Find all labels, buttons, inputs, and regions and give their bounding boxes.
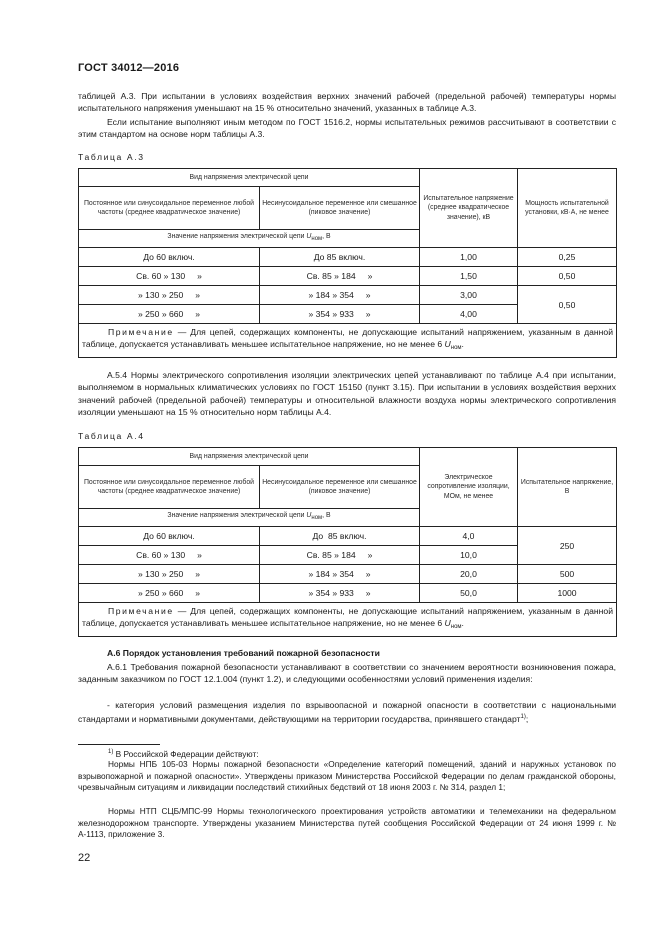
table-cell: » 184 » 354 » <box>260 286 420 305</box>
table-cell: До 85 включ. <box>260 248 420 267</box>
table-cell: 0,25 <box>518 248 617 267</box>
section-a6-paragraph-1: А.6.1 Требования пожарной безопасности устанавливают в соответствии со значением вероятности возникновения пожара, заданным заказчиком по ГОСТ 12.1.004 (пункт 1.2), и следующими особенностями условий применения изделия: <box>78 662 616 685</box>
table-cell: » 184 » 354 » <box>260 565 420 584</box>
table-cell: 0,50 <box>518 267 617 286</box>
table-cell: 4,0 <box>420 527 518 546</box>
table-a4-col2-header: Несинусоидальное переменное или смешанное (пиковое значение) <box>260 466 420 509</box>
table-cell: 10,0 <box>420 546 518 565</box>
table-cell: Св. 60 » 130 » <box>79 267 260 286</box>
paragraph-a5-4: А.5.4 Нормы электрического сопротивления изоляции электрических цепей устанавливают по таблице А.4 при испытании, выполняемом в нормальных климатических условиях по ГОСТ 15150 (пункт 3.15). При испытании в условиях воздействия верхних значений рабочей (предельной рабочей) температуры и относительной влажности воздуха нормы электрического сопротивления изоляции уменьшают на 15 % относительно норм таблицы А.4. <box>78 370 616 418</box>
table-cell: 4,00 <box>420 305 518 324</box>
table-cell: » 250 » 660 » <box>79 305 260 324</box>
table-cell-merged: 250 <box>518 527 617 565</box>
table-a4-note: Примечание — Для цепей, содержащих компоненты, не допускающие испытаний напряжением, указанным в данной таблице, допускается устанавливать меньшее испытательное напряжение, но не менее 6 $U_{ном}$. <box>79 603 617 637</box>
table-cell: 500 <box>518 565 617 584</box>
table-cell: » 130 » 250 » <box>79 286 260 305</box>
table-cell: Св. 85 » 184 » <box>260 267 420 286</box>
table-a3-col4-header: Мощность испытательной установки, кВ·А, не менее <box>518 169 617 248</box>
table-a3-col1-header: Постоянное или синусоидальное переменное любой частоты (среднее квадратическое значение) <box>79 187 260 230</box>
table-a3-col3-header: Испытательное напряжение (среднее квадратическое значение), кВ <box>420 169 518 248</box>
page-number: 22 <box>78 852 91 864</box>
footnote-paragraph-1: Нормы НПБ 105-03 Нормы пожарной безопасности «Определение категорий помещений, зданий и наружных установок по взрывопожарной и пожарной опасности». Утверждены приказом Министерства Российской Федерации по делам гражданской обороны, чрезвычайным ситуациям и ликвидации последствий стихийных бедствий от 18 июня 2003 г. № 314, раздел 1; <box>78 759 616 793</box>
table-a3-col2-header: Несинусоидальное переменное или смешанное (пиковое значение) <box>260 187 420 230</box>
table-a3-note: Примечание — Для цепей, содержащих компоненты, не допускающие испытаний напряжением, указанным в данной таблице, допускается устанавливать меньшее испытательное напряжение, но не менее 6 $U_{ном}$. <box>79 324 617 358</box>
table-cell: » 354 » 933 » <box>260 584 420 603</box>
table-a3-unom-header: Значение напряжения электрической цепи Uном, В <box>79 230 420 248</box>
table-cell: 1000 <box>518 584 617 603</box>
table-a3-head-group: Вид напряжения электрической цепи <box>79 169 420 187</box>
table-cell: » 130 » 250 » <box>79 565 260 584</box>
table-a4-head-group: Вид напряжения электрической цепи <box>79 448 420 466</box>
intro-paragraph-2: Если испытание выполняют иным методом по ГОСТ 1516.2, нормы испытательных режимов рассчитывают в соответствии с этим стандартом на основе норм таблицы А.3. <box>78 117 616 140</box>
document-header: ГОСТ 34012—2016 <box>78 62 180 74</box>
section-a6-paragraph-2: - категория условий размещения изделия по взрывоопасной и пожарной опасности в соответствии с национальными стандартами и нормативными документами, действующими на территории государства, принявшего стандарт$^{1)}$; <box>78 700 616 725</box>
table-a4-col4-header: Испытательное напряжение, В <box>518 448 617 527</box>
table-cell: До 85 включ. <box>260 527 420 546</box>
table-a3-caption: Таблица А.3 <box>78 152 145 162</box>
table-cell: До 60 включ. <box>79 527 260 546</box>
footnote-separator <box>78 744 160 745</box>
table-a3 <box>78 168 617 358</box>
table-cell: » 354 » 933 » <box>260 305 420 324</box>
table-cell: 20,0 <box>420 565 518 584</box>
footnote-intro: $^{1)}$ В Российской Федерации действуют: <box>108 748 259 759</box>
table-cell: 1,50 <box>420 267 518 286</box>
table-cell: До 60 включ. <box>79 248 260 267</box>
table-cell: » 250 » 660 » <box>79 584 260 603</box>
table-a4-col3-header: Электрическое сопротивление изоляции, МОм, не менее <box>420 448 518 527</box>
table-a4-caption: Таблица А.4 <box>78 431 145 441</box>
table-cell: 50,0 <box>420 584 518 603</box>
table-cell: Св. 60 » 130 » <box>79 546 260 565</box>
table-a4 <box>78 447 617 637</box>
table-cell: 3,00 <box>420 286 518 305</box>
section-a6-heading: А.6 Порядок установления требований пожарной безопасности <box>107 648 380 658</box>
table-cell: 1,00 <box>420 248 518 267</box>
footnote-paragraph-2: Нормы НТП СЦБ/МПС-99 Нормы технологического проектирования устройств автоматики и телемеханики на федеральном железнодорожном транспорте. Утверждены указанием Министерства путей сообщения Российской Федерации от 24 июня 1999 г. № А-1113, приложение 3. <box>78 806 616 840</box>
table-cell-merged: 0,50 <box>518 286 617 324</box>
table-a4-unom-header: Значение напряжения электрической цепи Uном, В <box>79 509 420 527</box>
intro-paragraph-1: таблицей А.3. При испытании в условиях воздействия верхних значений рабочей (предельной рабочей) температуры нормы испытательного напряжения уменьшают на 15 % относительно значений, указанных в таблице А.3. <box>78 91 616 114</box>
table-a4-col1-header: Постоянное или синусоидальное переменное любой частоты (среднее квадратическое значение) <box>79 466 260 509</box>
table-cell: Св. 85 » 184 » <box>260 546 420 565</box>
